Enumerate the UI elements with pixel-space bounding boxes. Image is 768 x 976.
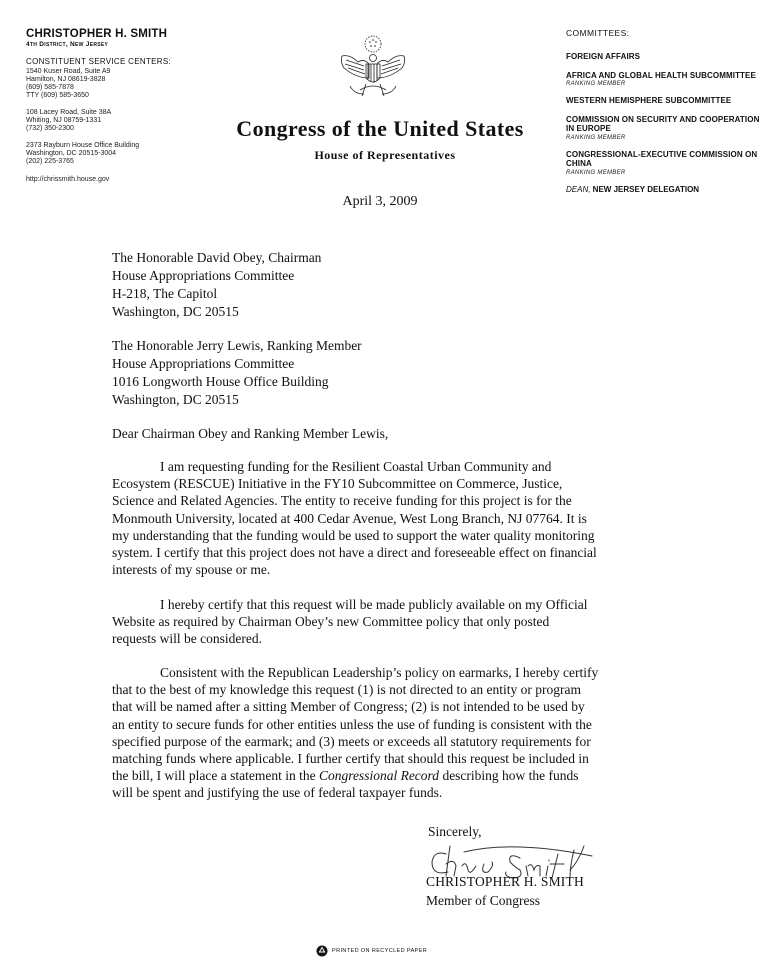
committee-item [566, 52, 762, 62]
address-line: 1016 Longworth House Office Building [112, 374, 329, 389]
committee-name: WESTERN HEMISPHERE SUBCOMMITTEE [566, 96, 732, 105]
committees-block [566, 28, 762, 194]
service-centers-title: CONSTITUENT SERVICE CENTERS: [26, 57, 172, 66]
closing: Sincerely, [428, 824, 482, 839]
paragraph-line: that to the best of my knowledge this request (1) is not directed to an entity or program [112, 682, 582, 698]
address-line: H-218, The Capitol [112, 286, 218, 301]
paragraph-line: Ecosystem (RESCUE) Initiative in the FY10 Subcommittee on Commerce, Justice, [112, 476, 563, 492]
address-line: Washington, DC 20515 [112, 304, 239, 319]
paragraph-segment: describing how the funds [439, 768, 579, 784]
office-line: Hamilton, NJ 08619-3828 [26, 76, 106, 83]
office-line: (732) 350-2300 [26, 125, 74, 132]
committee-role: RANKING MEMBER [566, 134, 626, 141]
committee-name: CONGRESSIONAL-EXECUTIVE COMMISSION ON CHINA [566, 149, 758, 168]
paragraph-earmark-certification [112, 664, 660, 802]
letter-date: April 3, 2009 [342, 194, 418, 209]
address-line: House Appropriations Committee [112, 356, 295, 371]
committee-name: FOREIGN AFFAIRS [566, 52, 641, 61]
paragraph-line: an entity to secure funds for other entities unless the use of funding is consistent with the [112, 716, 592, 732]
website-link[interactable]: http://chrissmith.house.gov [26, 176, 110, 183]
office-hamilton [26, 68, 236, 100]
paragraph-line: system. I certify that this project does not have a direct and foreseeable effect on financial [112, 545, 597, 561]
congress-title: Congress of the United States [236, 116, 524, 141]
committee-item [566, 71, 762, 88]
paragraph-funding-request [112, 458, 660, 578]
dean-word: DEAN, [566, 184, 591, 194]
committees-header: COMMITTEES: [566, 28, 630, 38]
recycle-icon [316, 945, 328, 957]
office-line: (202) 225-3765 [26, 158, 74, 165]
office-line: Washington, DC 20515-3004 [26, 150, 117, 157]
office-washington [26, 142, 236, 166]
house-title: House of Representatives [314, 148, 456, 162]
paragraph-line: matching funds where applicable. I further certify that should this request be included in [112, 751, 589, 767]
signer-title: Member of Congress [426, 893, 540, 908]
paragraph-line [112, 767, 660, 784]
paragraph-line: my understanding that the funding would be used to support the water quality monitoring [112, 527, 595, 543]
paragraph-public-certification [112, 596, 660, 648]
recycled-paper-notice [316, 945, 427, 957]
paragraph-line: that will be named after a sitting Member of Congress; (2) is not intended to be used by [112, 699, 585, 715]
address-line: The Honorable Jerry Lewis, Ranking Member [112, 338, 362, 353]
committee-item [566, 150, 762, 176]
office-line: 2373 Rayburn House Office Building [26, 142, 140, 149]
office-line: Whiting, NJ 08759-1331 [26, 117, 102, 124]
salutation: Dear Chairman Obey and Ranking Member Lewis, [112, 426, 389, 441]
signer-name: CHRISTOPHER H. SMITH [426, 874, 584, 889]
office-line: 1540 Kuser Road, Suite A9 [26, 68, 111, 75]
dean-delegation: NEW JERSEY DELEGATION [590, 184, 700, 194]
paragraph-line: Website as required by Chairman Obey’s new Committee policy that only posted [112, 614, 550, 630]
member-info-block [26, 28, 236, 183]
paragraph-line: Consistent with the Republican Leadership’s policy on earmarks, I hereby certify [160, 665, 599, 680]
office-line: 108 Lacey Road, Suite 38A [26, 109, 112, 116]
paragraph-line: interests of my spouse or me. [112, 562, 271, 578]
address-line: The Honorable David Obey, Chairman [112, 250, 322, 265]
address-line: Washington, DC 20515 [112, 392, 239, 407]
member-name: CHRISTOPHER H. SMITH [26, 28, 168, 40]
paragraph-line: will be spent and justifying the use of federal taxpayer funds. [112, 785, 443, 801]
office-line: (609) 585-7878 [26, 84, 74, 91]
congressional-record-title: Congressional Record [318, 768, 440, 784]
committee-role: RANKING MEMBER [566, 81, 626, 87]
address-line: House Appropriations Committee [112, 268, 295, 283]
district: 4th District, New Jersey [26, 41, 109, 48]
paragraph-segment: the bill, I will place a statement in the [112, 768, 319, 784]
dean-line [566, 185, 762, 194]
committee-item [566, 115, 762, 141]
paragraph-line: I hereby certify that this request will be made publicly available on my Official [160, 597, 588, 612]
paragraph-line: Science and Related Agencies. The entity to receive funding for this project is for the [112, 493, 572, 509]
paragraph-line: I am requesting funding for the Resilient Coastal Urban Community and [160, 459, 552, 474]
office-line: TTY (609) 585-3650 [26, 92, 89, 99]
recycled-paper-text: PRINTED ON RECYCLED PAPER [332, 948, 428, 954]
paragraph-line: specified purpose of the earmark; and (3) meets or exceeds all statutory requirements for [112, 733, 591, 749]
paragraph-line: Monmouth University, located at 400 Cedar Avenue, West Long Branch, NJ 07764. It is [112, 510, 587, 526]
recipient-address-obey [112, 249, 321, 321]
committee-role: RANKING MEMBER [566, 169, 626, 176]
recipient-address-lewis [112, 337, 362, 409]
committee-name: COMMISSION ON SECURITY AND COOPERATION IN EUROPE [566, 114, 760, 133]
committee-item [566, 96, 762, 106]
paragraph-line: requests will be considered. [112, 631, 262, 647]
house-seal-icon [336, 34, 410, 104]
committee-name: AFRICA AND GLOBAL HEALTH SUBCOMMITTEE [566, 70, 756, 80]
